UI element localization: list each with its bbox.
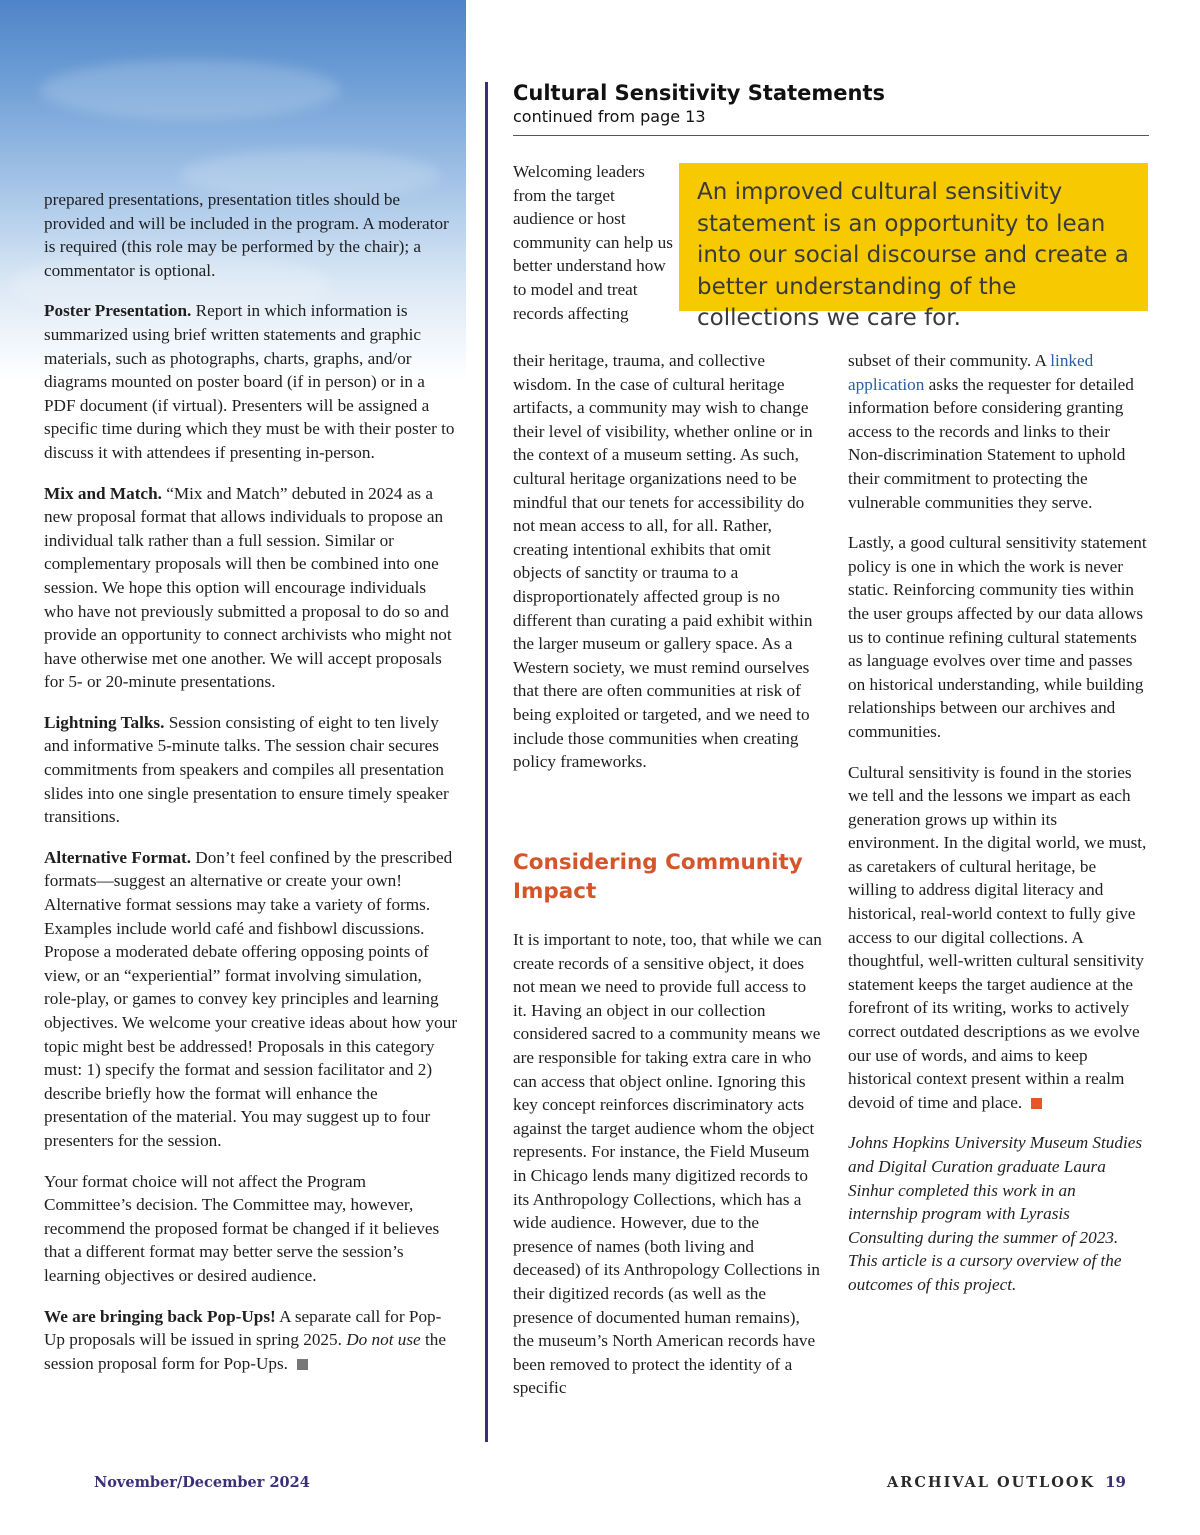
article-header bbox=[513, 80, 1149, 136]
access-paragraph: subset of their community. A linked application asks the requester for detailed information before considering granting access to the records and links to their Non-discrimination Statement to uphold their commitment to protecting the vulnerable communities they serve. bbox=[848, 351, 1134, 512]
column-divider-rule bbox=[485, 82, 488, 1442]
format-note-paragraph: Your format choice will not affect the Program Committee’s decision. The Committee may, however, recommend the proposed format be changed if it believes that a different format may better serve the session’s learning objectives or desired audience. bbox=[44, 1171, 440, 1285]
issue-date: November/December 2024 bbox=[94, 1474, 310, 1491]
section-heading: Considering Community Impact bbox=[513, 850, 803, 904]
continued-from-note: continued from page 13 bbox=[513, 107, 706, 126]
orange-end-mark-icon bbox=[1031, 1098, 1042, 1109]
article-title: Cultural Sensitivity Statements bbox=[513, 81, 885, 105]
lastly-paragraph: Lastly, a good cultural sensitivity statement policy is one in which the work is never static. Reinforcing community ties within the user groups affected by our data allows us to continue refining cultural statements as language evolves over time and passes on historical understanding, while building relationships between our archives and communities. bbox=[848, 533, 1147, 741]
popups-paragraph: We are bringing back Pop-Ups! A separate call for Pop-Up proposals will be issued in spring 2025. Do not use the session proposal form for Pop-Ups. bbox=[44, 1306, 446, 1373]
alternative-format-paragraph: Alternative Format. Don’t feel confined by the prescribed formats—suggest an alternative or create your own! Alternative format sessions may take a variety of forms. Examples include world café and fishbowl discussions. Propose a moderated debate offering opposing points of view, or an “experiential” format involving simulation, role-play, or games to convey key principles and learning objectives. We welcome your creative ideas about how your topic might best be addressed! Proposals in this category must: 1) specify the format and session facilitator and 2) describe briefly how the format will enhance the presentation of the material. You may suggest up to four presenters for the session. bbox=[44, 847, 458, 1150]
lightning-talks-paragraph: Lightning Talks. Session consisting of eight to ten lively and informative 5-minute talks. The session chair secures commitments from speakers and compiles all presentation slides into one single presentation to ensure timely speaker transitions. bbox=[44, 712, 449, 827]
gray-end-mark-icon bbox=[297, 1359, 308, 1370]
page-number: 19 bbox=[1105, 1473, 1126, 1491]
publication-name: ARCHIVAL OUTLOOK bbox=[887, 1474, 1096, 1491]
right-column bbox=[848, 349, 1148, 1314]
narrow-intro-text: Welcoming leaders from the target audience or host community can help us better understand how to model and treat records affecting bbox=[513, 162, 673, 323]
community-impact-text: It is important to note, too, that while we can create records of a sensitive object, it does not mean we need to provide full access to it. Having an object in our collection considered sacred to a community means we are responsible for taking extra care in who can access that object online. Ignoring this key concept reinforces discriminatory acts against the target audience whom the object represents. For instance, the Field Museum in Chicago lends many digitized records to its Anthropology Collections, which has a wide audience. However, due to the presence of names (both living and deceased) of its Anthropology Collections in their digitized records (as well as the presence of documented human remains), the museum’s North American records have been removed to protect the identity of a specific bbox=[513, 930, 822, 1398]
linked-application-link[interactable]: linked application bbox=[848, 351, 1094, 394]
poster-presentation-paragraph: Poster Presentation. Report in which information is summarized using brief written statements and graphic materials, such as photographs, charts, graphs, and/or diagrams mounted on poster board (if in person) or in a PDF document (if virtual). Presenters will be assigned a specific time during which they must be with their poster to discuss it with attendees if presenting in-person. bbox=[44, 301, 455, 462]
middle-column-text: their heritage, trauma, and collective wisdom. In the case of cultural heritage artifacts, a community may wish to change their level of visibility, whether online or in the context of a museum setting. As such, cultural heritage organizations need to be mindful that our tenets for accessibility do not mean access to all, for all. Rather, creating intentional exhibits that omit objects of sanctity or trauma to a disproportionately affected group is no different than curating a paid exhibit within the larger museum or gallery space. As a Western society, we must remind ourselves that there are often communities at risk of being exploited or targeted, and we need to include those communities when creating policy frameworks. bbox=[513, 351, 813, 772]
left-column bbox=[44, 188, 458, 1392]
pull-quote: An improved cultural sensitivity statement is an opportunity to lean into our social discourse and create a better understanding of the collections we care for. bbox=[679, 163, 1148, 311]
intro-paragraph: prepared presentations, presentation titles should be provided and will be included in the program. A moderator is required (this role may be performed by the chair); a commentator is optional. bbox=[44, 190, 449, 280]
mix-and-match-paragraph: Mix and Match. “Mix and Match” debuted in 2024 as a new proposal format that allows individuals to propose an individual talk rather than a full session. Similar or complementary proposals will then be combined into one session. We hope this option will encourage individuals who have not previously submitted a proposal to do so and provide an opportunity to connect archivists who might not have otherwise met one another. We will accept proposals for 5- or 20-minute presentations. bbox=[44, 483, 452, 692]
running-footer bbox=[887, 1473, 1126, 1491]
author-bio: Johns Hopkins University Museum Studies and Digital Curation graduate Laura Sinhur completed this work in an internship program with Lyrasis Consulting during the summer of 2023. This article is a cursory overview of the outcomes of this project. bbox=[848, 1133, 1143, 1294]
conclusion-paragraph: Cultural sensitivity is found in the stories we tell and the lessons we impart as each generation grows up within its environment. In the digital world, we must, as caretakers of cultural heritage, be willing to address digital literacy and historical, real-world context to fully give access to our digital collections. A thoughtful, well-written cultural sensitivity statement keeps the target audience at the forefront of its writing, works to actively correct outdated descriptions as we evolve our use of words, and aims to keep historical context present within a realm devoid of time and place. bbox=[848, 762, 1147, 1112]
